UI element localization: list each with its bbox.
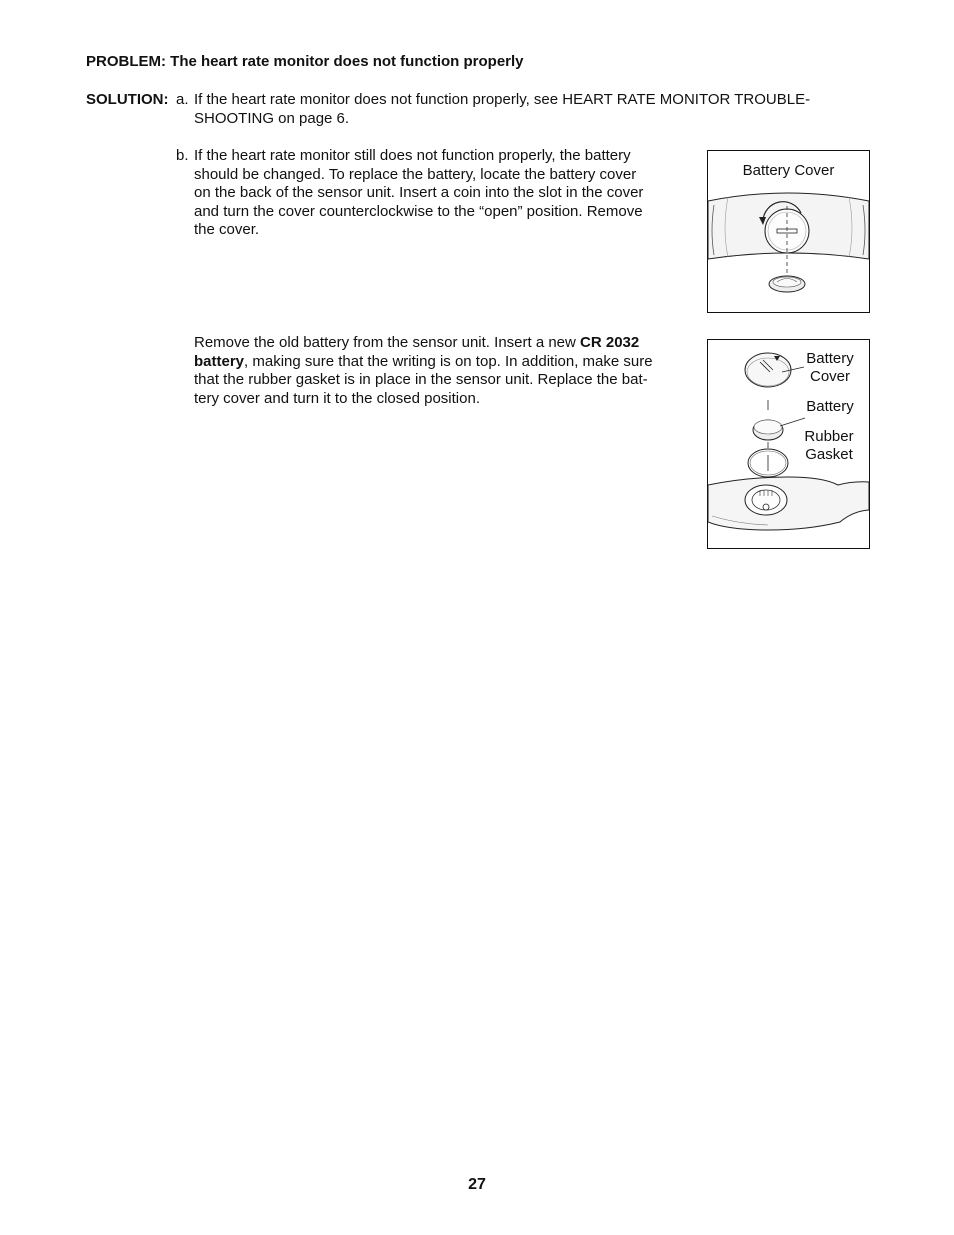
label-rubber-gasket: Rubber Gasket <box>804 428 854 463</box>
figure-1-label: Battery Cover <box>742 162 835 179</box>
item-c-line-2: battery, making sure that the writing is on top. In addition, make sure <box>194 352 653 370</box>
figure-battery-assembly <box>707 339 870 549</box>
item-a-letter: a. <box>176 91 189 108</box>
battery-word: battery <box>194 352 245 370</box>
item-b-line-1: If the heart rate monitor still does not function properly, the battery <box>194 147 631 164</box>
item-b-line-4: and turn the cover counterclockwise to the “open” position. Remove <box>194 202 643 220</box>
figure-battery-cover <box>707 150 870 313</box>
item-b-line-5: the cover. <box>194 221 260 238</box>
item-b-line-3: on the back of the sensor unit. Insert a coin into the slot in the cover <box>194 184 644 201</box>
page-number: 27 <box>468 1176 486 1193</box>
solution-label: SOLUTION: <box>86 91 169 108</box>
label-battery: Battery <box>806 398 854 415</box>
sensor-unit-illustration <box>708 151 869 312</box>
item-a-line-1: If the heart rate monitor does not function properly, see HEART RATE MONITOR TROUBLE- <box>194 91 811 108</box>
item-b-paragraph <box>194 147 664 240</box>
item-a-line-2: SHOOTING on page 6. <box>194 109 350 127</box>
item-c-line-1: Remove the old battery from the sensor unit. Insert a new CR 2032 <box>194 334 640 351</box>
problem-heading: PROBLEM: The heart rate monitor does not function properly <box>86 53 524 70</box>
item-b-line-2: should be changed. To replace the battery, locate the battery cover <box>194 165 637 183</box>
battery-model: CR 2032 <box>580 334 640 351</box>
label-battery-cover: Battery Cover <box>806 350 854 385</box>
item-b-letter: b. <box>176 147 189 164</box>
item-c-line-4: tery cover and turn it to the closed position. <box>194 389 480 407</box>
item-c-line-3: that the rubber gasket is in place in the sensor unit. Replace the bat- <box>194 371 648 388</box>
item-c-paragraph <box>194 334 674 408</box>
